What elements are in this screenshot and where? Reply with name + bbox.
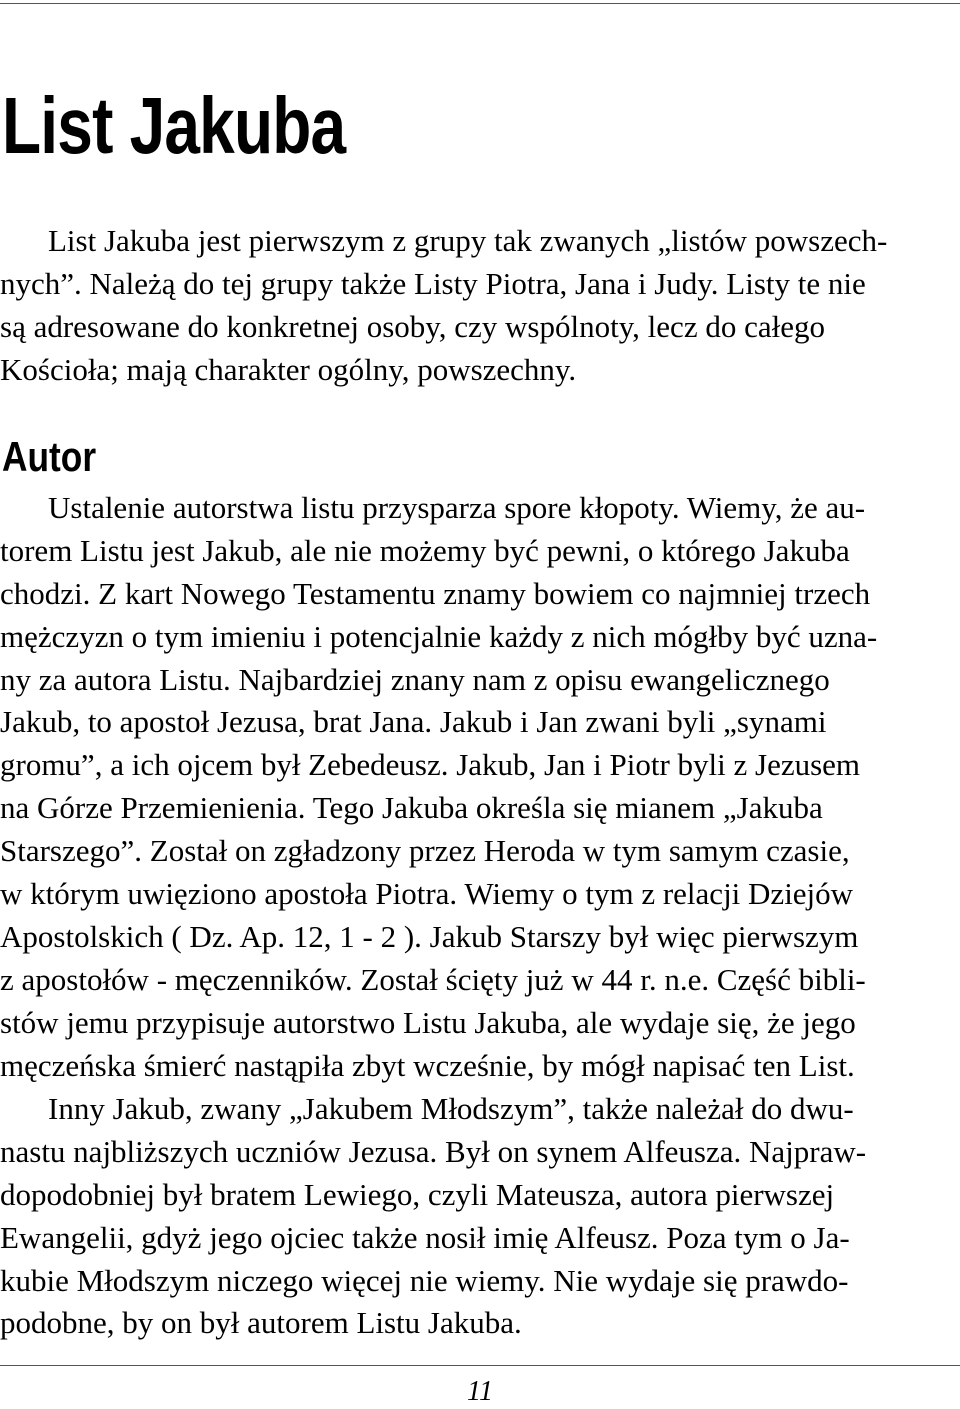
top-rule xyxy=(0,3,960,4)
text-line: dopodobniej był bratem Lewiego, czyli Mateusza, autora pierwszej xyxy=(0,1176,835,1212)
text-line: chodzi. Z kart Nowego Testamentu znamy bowiem co najmniej trzech xyxy=(0,575,871,611)
text-line: gromu”, a ich ojcem był Zebedeusz. Jakub, Jan i Piotr byli z Jezusem xyxy=(0,747,861,783)
text-line: Starszego”. Został on zgładzony przez Heroda w tym samym czasie, xyxy=(0,833,850,869)
text-line: nych”. Należą do tej grupy także Listy Piotra, Jana i Judy. Listy te nie xyxy=(0,265,866,301)
text-line: nastu najbliższych uczniów Jezusa. Był on synem Alfeusza. Najpraw- xyxy=(0,1133,867,1169)
text-line: mężczyzn o tym imieniu i potencjalnie każdy z nich mógłby być uzna- xyxy=(0,618,878,654)
text-line: stów jemu przypisuje autorstwo Listu Jakuba, ale wydaje się, że jego xyxy=(0,1004,856,1040)
text-line: Ewangelii, gdyż jego ojciec także nosił imię Alfeusz. Poza tym o Ja- xyxy=(0,1219,850,1255)
text-line: List Jakuba jest pierwszym z grupy tak zwanych „listów powszech- xyxy=(48,223,888,258)
text-line: są adresowane do konkretnej osoby, czy wspólnoty, lecz do całego xyxy=(0,308,825,344)
text-line: Inny Jakub, zwany „Jakubem Młodszym”, także należał do dwu- xyxy=(48,1091,854,1126)
section-heading-autor: Autor xyxy=(2,433,97,480)
author-paragraph-2 xyxy=(0,1088,960,1345)
text-line: męczeńska śmierć nastąpiła zbyt wcześnie, by mógł napisać ten List. xyxy=(0,1047,855,1083)
text-line: podobne, by on był autorem Listu Jakuba. xyxy=(0,1305,522,1341)
text-line: na Górze Przemienienia. Tego Jakuba określa się mianem „Jakuba xyxy=(0,790,823,826)
author-paragraph-1 xyxy=(0,487,960,1087)
text-line: Jakub, to apostoł Jezusa, brat Jana. Jakub i Jan zwani byli „synami xyxy=(0,704,827,740)
text-line: Ustalenie autorstwa listu przysparza spore kłopoty. Wiemy, że au- xyxy=(48,490,866,525)
text-line: ny za autora Listu. Najbardziej znany nam z opisu ewangelicznego xyxy=(0,661,830,697)
text-line: torem Listu jest Jakub, ale nie możemy być pewni, o którego Jakuba xyxy=(0,532,850,568)
page-title: List Jakuba xyxy=(2,81,346,170)
text-line: w którym uwięziono apostoła Piotra. Wiemy o tym z relacji Dziejów xyxy=(0,876,854,912)
page-number: 11 xyxy=(467,1376,493,1407)
text-line: z apostołów - męczenników. Został ścięty już w 44 r. n.e. Część bibli- xyxy=(0,961,866,997)
bottom-rule xyxy=(0,1365,960,1366)
text-line: kubie Młodszym niczego więcej nie wiemy. Nie wydaje się prawdo- xyxy=(0,1262,849,1298)
text-line: Apostolskich ( Dz. Ap. 12, 1 - 2 ). Jakub Starszy był więc pierwszym xyxy=(0,918,859,954)
intro-paragraph xyxy=(0,220,960,392)
text-line: Kościoła; mają charakter ogólny, powszechny. xyxy=(0,351,577,387)
